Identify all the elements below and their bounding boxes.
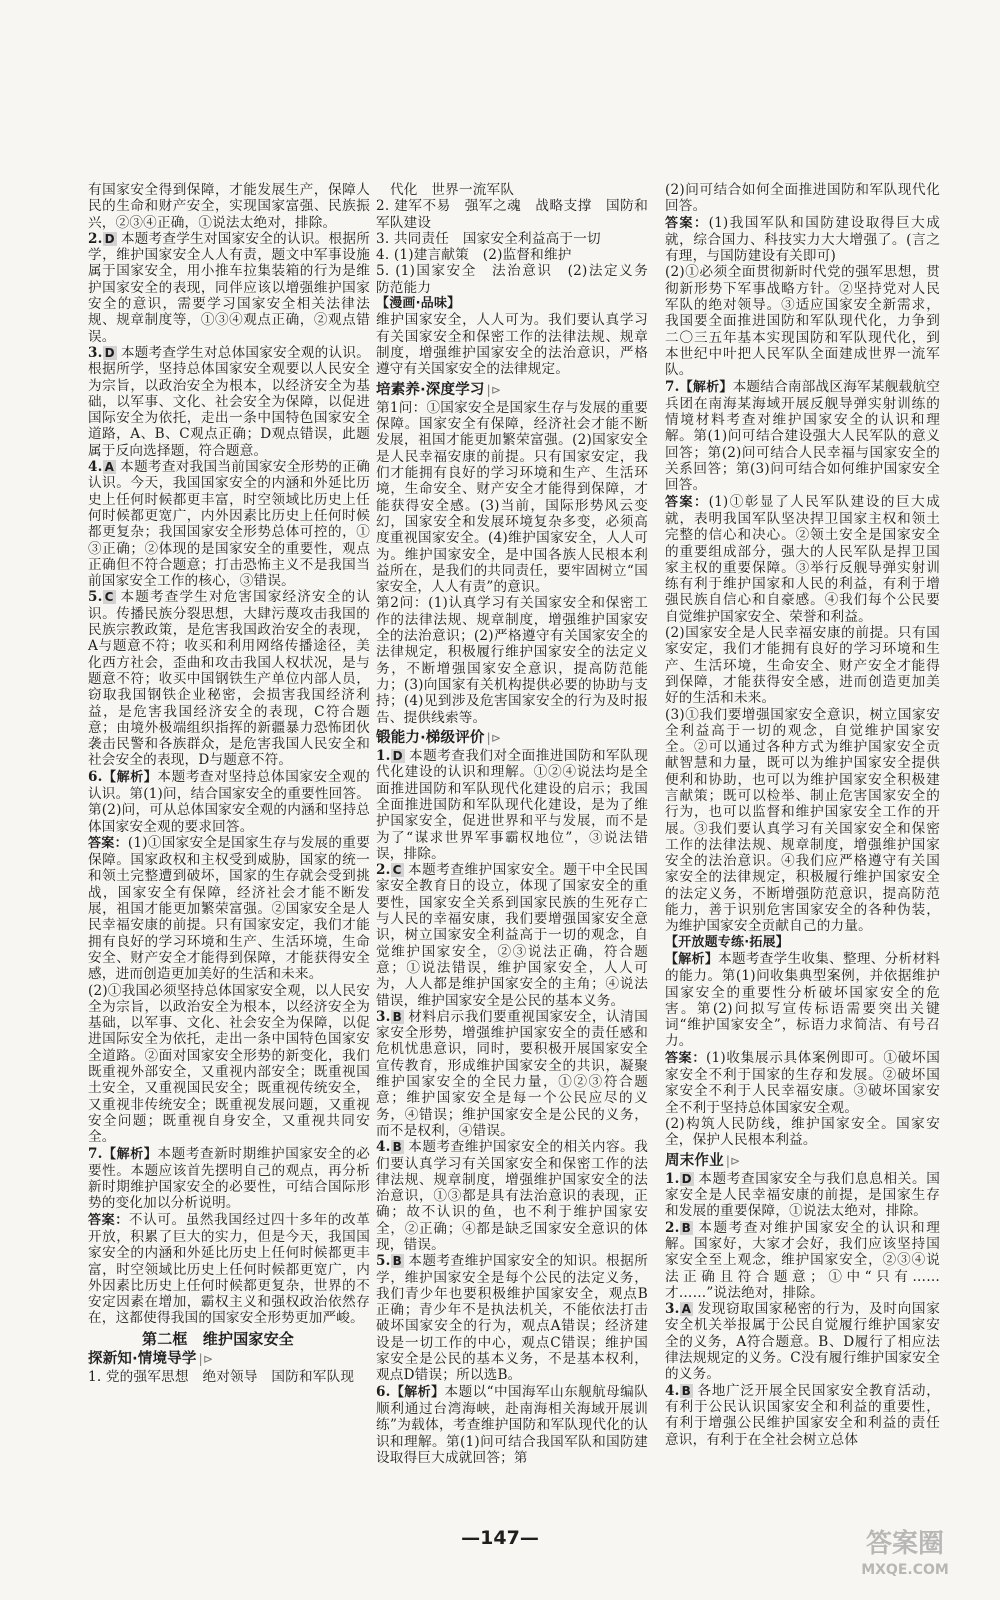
list-item: 3. 共同责任 国家安全利益高于一切 xyxy=(376,230,601,247)
analysis-body: 本题考查学生收集、整理、分析材料的能力。第(1)问收集典型案例，并依据维护国家安全的重要性分析破坏国家安全的危害。第(2)问拟写宣传标语需要突出关键词“维护国家安全”，标语力求简洁、有号召力。 xyxy=(665,950,940,1050)
item-text: 本题考查维护国家安全。题干中全民国家安全教育日的设立，体现了国家安全的重要性，国家安全关系到国家民族的生死存亡与人民的幸福安康，我们要增强国家安全意识，树立国家安全利益高于一切的观念，自觉维护国家安全，②③说法正确，符合题意；①说法错误，维护国家安全，人人可为，人人都是维护国家安全的主角；④说法错误，维护国家安全是公民的基本义务。 xyxy=(376,862,648,1009)
comic-tag: 【漫画·品味】 xyxy=(376,296,461,312)
watermark-url: MXQE.COM xyxy=(861,1562,949,1578)
analysis-tag: 【解析】 xyxy=(679,379,733,395)
answer-badge: B xyxy=(392,1254,402,1269)
answer-label: 答案： xyxy=(665,215,709,231)
item-number: 5. xyxy=(376,1253,391,1270)
frame-title: 第二框 维护国家安全 xyxy=(142,1329,295,1348)
answer-label: 答案： xyxy=(665,494,709,510)
answer-label: 答案： xyxy=(88,1212,129,1228)
list-item: 5. (1)国家安全 法治意识 (2)法定义务 防范能力 xyxy=(376,263,662,296)
paragraph: 维护国家安全，人人可为。我们要认真学习有关国家安全和保密工作的法律法规、规章制度，增强维护国家安全的法治意识，严格遵守有关国家安全的法律规定。 xyxy=(376,312,648,378)
item-text: 本题考查对维护国家安全的认识和理解。国家好，大家才会好，我们应该坚持国家安全至上观念，维护国家安全，②③④说法正确且符合题意；①中“只有……才……”说法绝对，排除。 xyxy=(665,1219,940,1301)
list-item: 2. 建军不易 强军之魂 战略支撑 国防和军队建设 xyxy=(376,198,648,231)
answer-item-7 xyxy=(665,379,940,494)
list-item: 4. (1)建言献策 (2)监督和维护 xyxy=(376,247,572,264)
watermark-logo xyxy=(830,1522,980,1582)
answer-text: (2)①必须全面贯彻新时代党的强军思想，贯彻新形势下军事战略方针。②坚持党对人民军队的绝对领导。③适应国家安全新需求，我国要全面推进国防和军队现代化，力争到二〇三五年基本实现国防和军队现代化，到本世纪中叶把人民军队全面建成世界一流军队。 xyxy=(665,264,940,379)
answer-badge: B xyxy=(392,1009,402,1024)
section-title: 探新知·情境导学 xyxy=(88,1351,197,1368)
item-number: 3. xyxy=(88,344,103,361)
paragraph: 第1问：①国家安全是国家生存与发展的重要保障。国家安全有保障，经济社会才能不断发展，祖国才能更加繁荣富强。(2)国家安全是人民幸福安康的前提。只有国家安定，我们才能拥有良好的学习环境和生产、生活环境，生命安全、财产安全才能得到保障，才能获得安全感。(3)当前，国际形势风云变幻，国家安全和发展环境复杂多变，必须高度重视国家安全。(4)维护国家安全，人人可为。维护国家安全，是中国各族人民根本利益所在，是我们的共同责任，要牢固树立“国家安全，人人有责”的意识。 xyxy=(376,399,648,596)
section-title: 周末作业 xyxy=(665,1152,724,1169)
section-header xyxy=(376,382,648,398)
section-title: 培素养·深度学习 xyxy=(376,381,485,398)
answer-body: 不认可。虽然我国经过四十多年的改革开放，积累了巨大的实力，但是今天，我国国家安全的内涵和外延比历史上任何时候都更丰富，时空领域比历史上任何时候都更宽广，内外因素比历史上任何时候都更复杂，世界的不安定因素在增加，霸权主义和强权政治依然存在，这都使得我国的国家安全形势更加严峻。 xyxy=(88,1211,370,1327)
analysis-tag: 【解析】 xyxy=(102,769,158,785)
answer-text: (2)国家安全是人民幸福安康的前提。只有国家安定，我们才能拥有良好的学习环境和生产、生活环境，生命安全、财产安全才能得到保障，才能获得安全感，进而创造更加美好的生活和未来。 xyxy=(665,625,940,707)
section-header xyxy=(88,1351,370,1367)
item-text: 本题考查国家安全与我们息息相关。国家安全是人民幸福安康的前提，是国家生存和发展的重要保障，①说法太绝对，排除。 xyxy=(665,1170,940,1220)
answer-item-3 xyxy=(665,1301,940,1382)
open-question-tag: 【开放题专练·拓展】 xyxy=(665,934,789,950)
column-3 xyxy=(665,182,940,1448)
section-title: 锻能力·梯级评价 xyxy=(376,729,485,746)
answer-badge: D xyxy=(681,1171,692,1186)
item-text: 各地广泛开展全民国家安全教育活动，有利于公民认识国家安全和利益的重要性，有利于增强公民维护国家安全和利益的责任意识，有利于在全社会树立总体 xyxy=(665,1382,940,1448)
column-1 xyxy=(88,182,370,1386)
answer-item-3 xyxy=(88,345,370,459)
answer-label: 答案： xyxy=(665,1050,707,1066)
answer-badge: C xyxy=(392,863,402,878)
answer-badge: B xyxy=(392,1140,402,1155)
answer-badge: A xyxy=(104,460,115,475)
watermark-text: 答案圈 xyxy=(865,1529,945,1559)
chevron-right-icon: |⊳ xyxy=(725,1153,741,1168)
answer-item-5 xyxy=(376,1253,648,1383)
answer-text xyxy=(665,215,940,265)
analysis-tag: 【解析】 xyxy=(102,1146,158,1162)
item-number: 3. xyxy=(665,1301,680,1318)
answer-item-5 xyxy=(88,589,370,768)
item-number: 4. xyxy=(376,1139,391,1156)
item-text: 材料启示我们要重视国家安全，认清国家安全形势，增强维护国家安全的责任感和危机忧患意识，同时，要积极开展国家安全宣传教育，形成维护国家安全的共识，凝聚维护国家安全的全民力量，①②③符合题意；维护国家安全是每一个公民应尽的义务，④错误；维护国家安全是公民的义务，而不是权利，④错误。 xyxy=(376,1008,648,1139)
answer-badge: A xyxy=(681,1302,692,1317)
item-number: 6. xyxy=(88,768,103,785)
paragraph: (2)问可结合如何全面推进国防和军队现代化回答。 xyxy=(665,182,940,215)
item-number: 4. xyxy=(88,459,103,476)
item-text: 本题结合南部战区海军某舰载航空兵团在南海某海域开展反舰导弹实射训练的情境材料考查对维护国家安全的认识和理解。第(1)问可结合建设强大人民军队的意义回答；第(2)问可结合人民幸福与国家安全的关系回答；第(3)问可结合如何维护国家安全回答。 xyxy=(665,378,940,494)
item-text: 本题考查对我国当前国家安全形势的正确认识。今天，我国国家安全的内涵和外延比历史上任何时候都更丰富，时空领域比历史上任何时候都更宽广，内外因素比历史上任何时候都更复杂；我国国家安全形势总体可控的，①③正确；②体现的是国家安全的重要性，观点正确但不符合题意；打击恐怖主义不是我国当前国家安全工作的核心，③错误。 xyxy=(88,459,370,590)
analysis-text xyxy=(665,951,940,1050)
answer-item-2 xyxy=(88,231,370,345)
item-text: 本题考查维护国家安全的知识。根据所学，维护国家安全是每个公民的法定义务，我们青少年也要积极维护国家安全，观点B正确；青少年不是执法机关，不能依法打击破坏国家安全的行为，观点A错误；经济建设是一切工作的中心，观点C错误；维护国家安全是公民的基本义务，不是基本权利，观点D错误；所以选B。 xyxy=(376,1253,648,1384)
item-text: 本题考查学生对国家安全的认识。根据所学，维护国家安全人人有责，题文中军事设施属于国家安全，用小推车拉集装箱的行为是维护国家安全的表现，同伴应该以增强维护国家安全的意识，需要学习国家安全相关法律法规、规章制度等，①③④观点正确，②观点错误。 xyxy=(88,230,370,345)
answer-item-4 xyxy=(88,459,370,589)
answer-text xyxy=(88,1212,370,1327)
chevron-right-icon: |⊳ xyxy=(198,1352,214,1367)
item-text: 本题考查学生对危害国家经济安全的认识。传播民族分裂思想，大肆污蔑攻击我国的民族宗教政策，是危害我国政治安全的表现，A与题意不符；收买和利用网络传播途径，美化西方社会，歪曲和攻击我国人权状况，是与题意不符；收买中国钢铁生产单位内部人员，窃取我国钢铁企业秘密，会损害我国经济利益，是危害我国经济安全的表现，C符合题意；由境外极端组织指挥的新疆暴力恐怖团伙袭击民警和各族群众，是危害我国人民安全和社会安全的表现，D与题意不符。 xyxy=(88,589,370,769)
answer-item-2 xyxy=(665,1220,940,1301)
answer-item-3 xyxy=(376,1009,648,1139)
answer-body: (1)我国军队和国防建设取得巨大成就，综合国力、科技实力大大增强了。(言之有理，与国防建设有关即可) xyxy=(665,214,940,265)
answer-text xyxy=(665,494,940,625)
item-text: 本题考查对坚持总体国家安全观的认识。第(1)问，结合国家安全的重要性回答。第(2)问，可从总体国家安全观的内涵和坚持总体国家安全观的要求回答。 xyxy=(88,768,370,835)
answer-body: (1)收集展示具体案例即可。①破坏国家安全不利于国家的生存和发展。②破坏国家安全不利于人民幸福安康。③破坏国家安全不利于坚持总体国家安全观。 xyxy=(665,1049,940,1116)
analysis-tag: 【解析】 xyxy=(390,1384,445,1400)
answer-text xyxy=(665,1050,940,1116)
item-text: 本题考查学生对总体国家安全观的认识。根据所学，坚持总体国家安全观要以人民安全为宗旨，以政治安全为根本，以经济安全为基础，以军事、文化、社会安全为保障，以促进国际安全为依托，走出一条中国特色国家安全道路，A、B、C观点正确；D观点错误，此题属于反向选择题，符合题意。 xyxy=(88,344,370,459)
answer-item-1 xyxy=(376,748,648,862)
page-number: —147— xyxy=(461,1527,539,1549)
item-number: 3. xyxy=(376,1008,391,1025)
item-text: 本题考查维护国家安全的相关内容。我们要认真学习有关国家安全和保密工作的法律法规、规章制度，增强维护国家安全的法治意识，①③都是具有法治意识的表现，正确；故不认识的鱼，也不利于维护国家安全，②正确；④都是缺乏国家安全意识的体现，错误。 xyxy=(376,1139,648,1253)
paragraph: 有国家安全得到保障，才能发展生产，保障人民的生命和财产安全，实现国家富强、民族振兴，②③④正确，①说法太绝对，排除。 xyxy=(88,182,370,231)
item-number: 2. xyxy=(665,1219,680,1236)
item-text: 本题以“中国海军山东舰航母编队顺利通过台湾海峡，赴南海相关海域开展训练”为载体，考查维护国防和军队现代化的认识和理解。第(1)问可结合我国军队和国防建设取得巨大成就回答；第 xyxy=(376,1383,648,1466)
analysis-tag: 【解析】 xyxy=(665,951,719,967)
item-number: 4. xyxy=(665,1382,680,1399)
answer-badge: C xyxy=(104,590,114,605)
answer-label: 答案： xyxy=(88,835,128,851)
item-number: 1. xyxy=(376,748,391,765)
answer-badge: B xyxy=(681,1220,691,1235)
paragraph: 第2问：(1)认真学习有关国家安全和保密工作的法律法规、规章制度，增强维护国家安全的法治意识；(2)严格遵守有关国家安全的法律规定，积极履行维护国家安全的法定义务，不断增强国家安全意识，提高防范能力；(3)向国家有关机构提供必要的协助与支持；(4)见到涉及危害国家安全的行为及时报告、提供线索等。 xyxy=(376,595,648,726)
answer-text xyxy=(88,835,370,983)
item-number: 5. xyxy=(88,589,103,606)
answer-item-1 xyxy=(665,1171,940,1220)
item-number: 2. xyxy=(376,862,391,879)
answer-text: (2)构筑人民防线，维护国家安全。国家安全，保护人民根本利益。 xyxy=(665,1115,940,1149)
answer-body: (1)①国家安全是国家生存与发展的重要保障。国家政权和主权受到威胁，国家的统一和领土完整遭到破坏，国家的生存就会受到挑战，国家安全有保障，经济社会才能不断发展，祖国才能更加繁荣富强。②国家安全是人民幸福安康的前提。只有国家安定，我们才能拥有良好的学习环境和生产、生活环境，生命安全、财产安全才能得到保障，才能获得安全感，进而创造更加美好的生活和未来。 xyxy=(88,834,370,983)
answer-item-2 xyxy=(376,862,648,1009)
item-number: 1. xyxy=(665,1170,680,1187)
answer-text: (2)①我国必须坚持总体国家安全观，以人民安全为宗旨，以政治安全为根本，以经济安全为基础，以军事、文化、社会安全为保障，以促进国际安全为依托，走出一条中国特色国家安全道路。②面对国家安全形势的新变化，我们既重视外部安全，又重视内部安全；既重视国土安全，又重视国民安全；既重视传统安全，又重视非传统安全；既重视发展问题，又重视安全问题；既重视自身安全，又重视共同安全。 xyxy=(88,982,370,1146)
section-header xyxy=(665,1153,940,1169)
answer-badge: D xyxy=(104,231,115,246)
answer-item-7 xyxy=(88,1146,370,1212)
answer-body: (1)①彰显了人民军队建设的巨大成就，表明我国军队坚决捍卫国家主权和领土完整的信心和决心。②领土安全是国家安全的重要组成部分，强大的人民军队是捍卫国家主权的重要保障。③举行反舰导弹实射训练有利于维护国家和人民的利益，有利于增强民族自信心和自豪感。④我们每个公民要自觉维护国家安全、荣誉和利益。 xyxy=(665,493,940,625)
item-text: 本题考查新时期维护国家安全的必要性。本题应该首先摆明自己的观点，再分析新时期维护国家安全的必要性，可结合国际形势的变化加以分析说明。 xyxy=(88,1145,370,1212)
chevron-right-icon: |⊳ xyxy=(486,382,502,397)
item-number: 7. xyxy=(88,1145,103,1162)
item-text: 本题考查我们对全面推进国防和军队现代化建设的认识和理解。①②④说法均是全面推进国防和军队现代化建设的启示；我国全面推进国防和军队现代化建设，是为了维护国家安全，促进世界和平与发展，而不是为了“谋求世界军事霸权地位”，③说法错误，排除。 xyxy=(376,748,648,862)
list-item: 代化 世界一流军队 xyxy=(390,182,515,198)
answer-badge: D xyxy=(392,749,403,764)
answer-text: (3)①我们要增强国家安全意识，树立国家安全利益高于一切的观念，自觉维护国家安全。②可以通过各种方式为维护国家安全贡献智慧和力量，既可以为维护国家安全提供便利和协助，也可以为维护国家安全积极建言献策；既可以检举、制止危害国家安全的行为，也可以监督和维护国家安全工作的开展。③我们要认真学习有关国家安全和保密工作的法律法规、规章制度，增强维护国家安全的法治意识。④我们应严格遵守有关国家安全的法律规定，积极履行维护国家安全的法定义务，不断增强防范意识，提高防范能力，善于识别危害国家安全的各种伪装，为维护国家安全贡献自己的力量。 xyxy=(665,706,940,935)
section-header xyxy=(376,730,648,746)
answer-badge: B xyxy=(681,1383,691,1398)
answer-item-4 xyxy=(376,1139,648,1253)
answer-item-4 xyxy=(665,1383,940,1448)
chevron-right-icon: |⊳ xyxy=(486,730,502,745)
item-text: 发现窃取国家秘密的行为，及时向国家安全机关举报属于公民自觉履行维护国家安全的义务，A符合题意。B、D履行了相应法律法规规定的义务。C没有履行维护国家安全的义务。 xyxy=(665,1301,940,1383)
item-number: 6. xyxy=(376,1383,391,1400)
item-number: 7. xyxy=(665,378,680,395)
column-2 xyxy=(376,182,662,1466)
answer-badge: D xyxy=(104,345,115,360)
list-item: 1. 党的强军思想 绝对领导 国防和军队现 xyxy=(88,1369,355,1386)
item-number: 2. xyxy=(88,230,103,247)
answer-item-6 xyxy=(88,769,370,835)
answer-item-6 xyxy=(376,1384,648,1466)
